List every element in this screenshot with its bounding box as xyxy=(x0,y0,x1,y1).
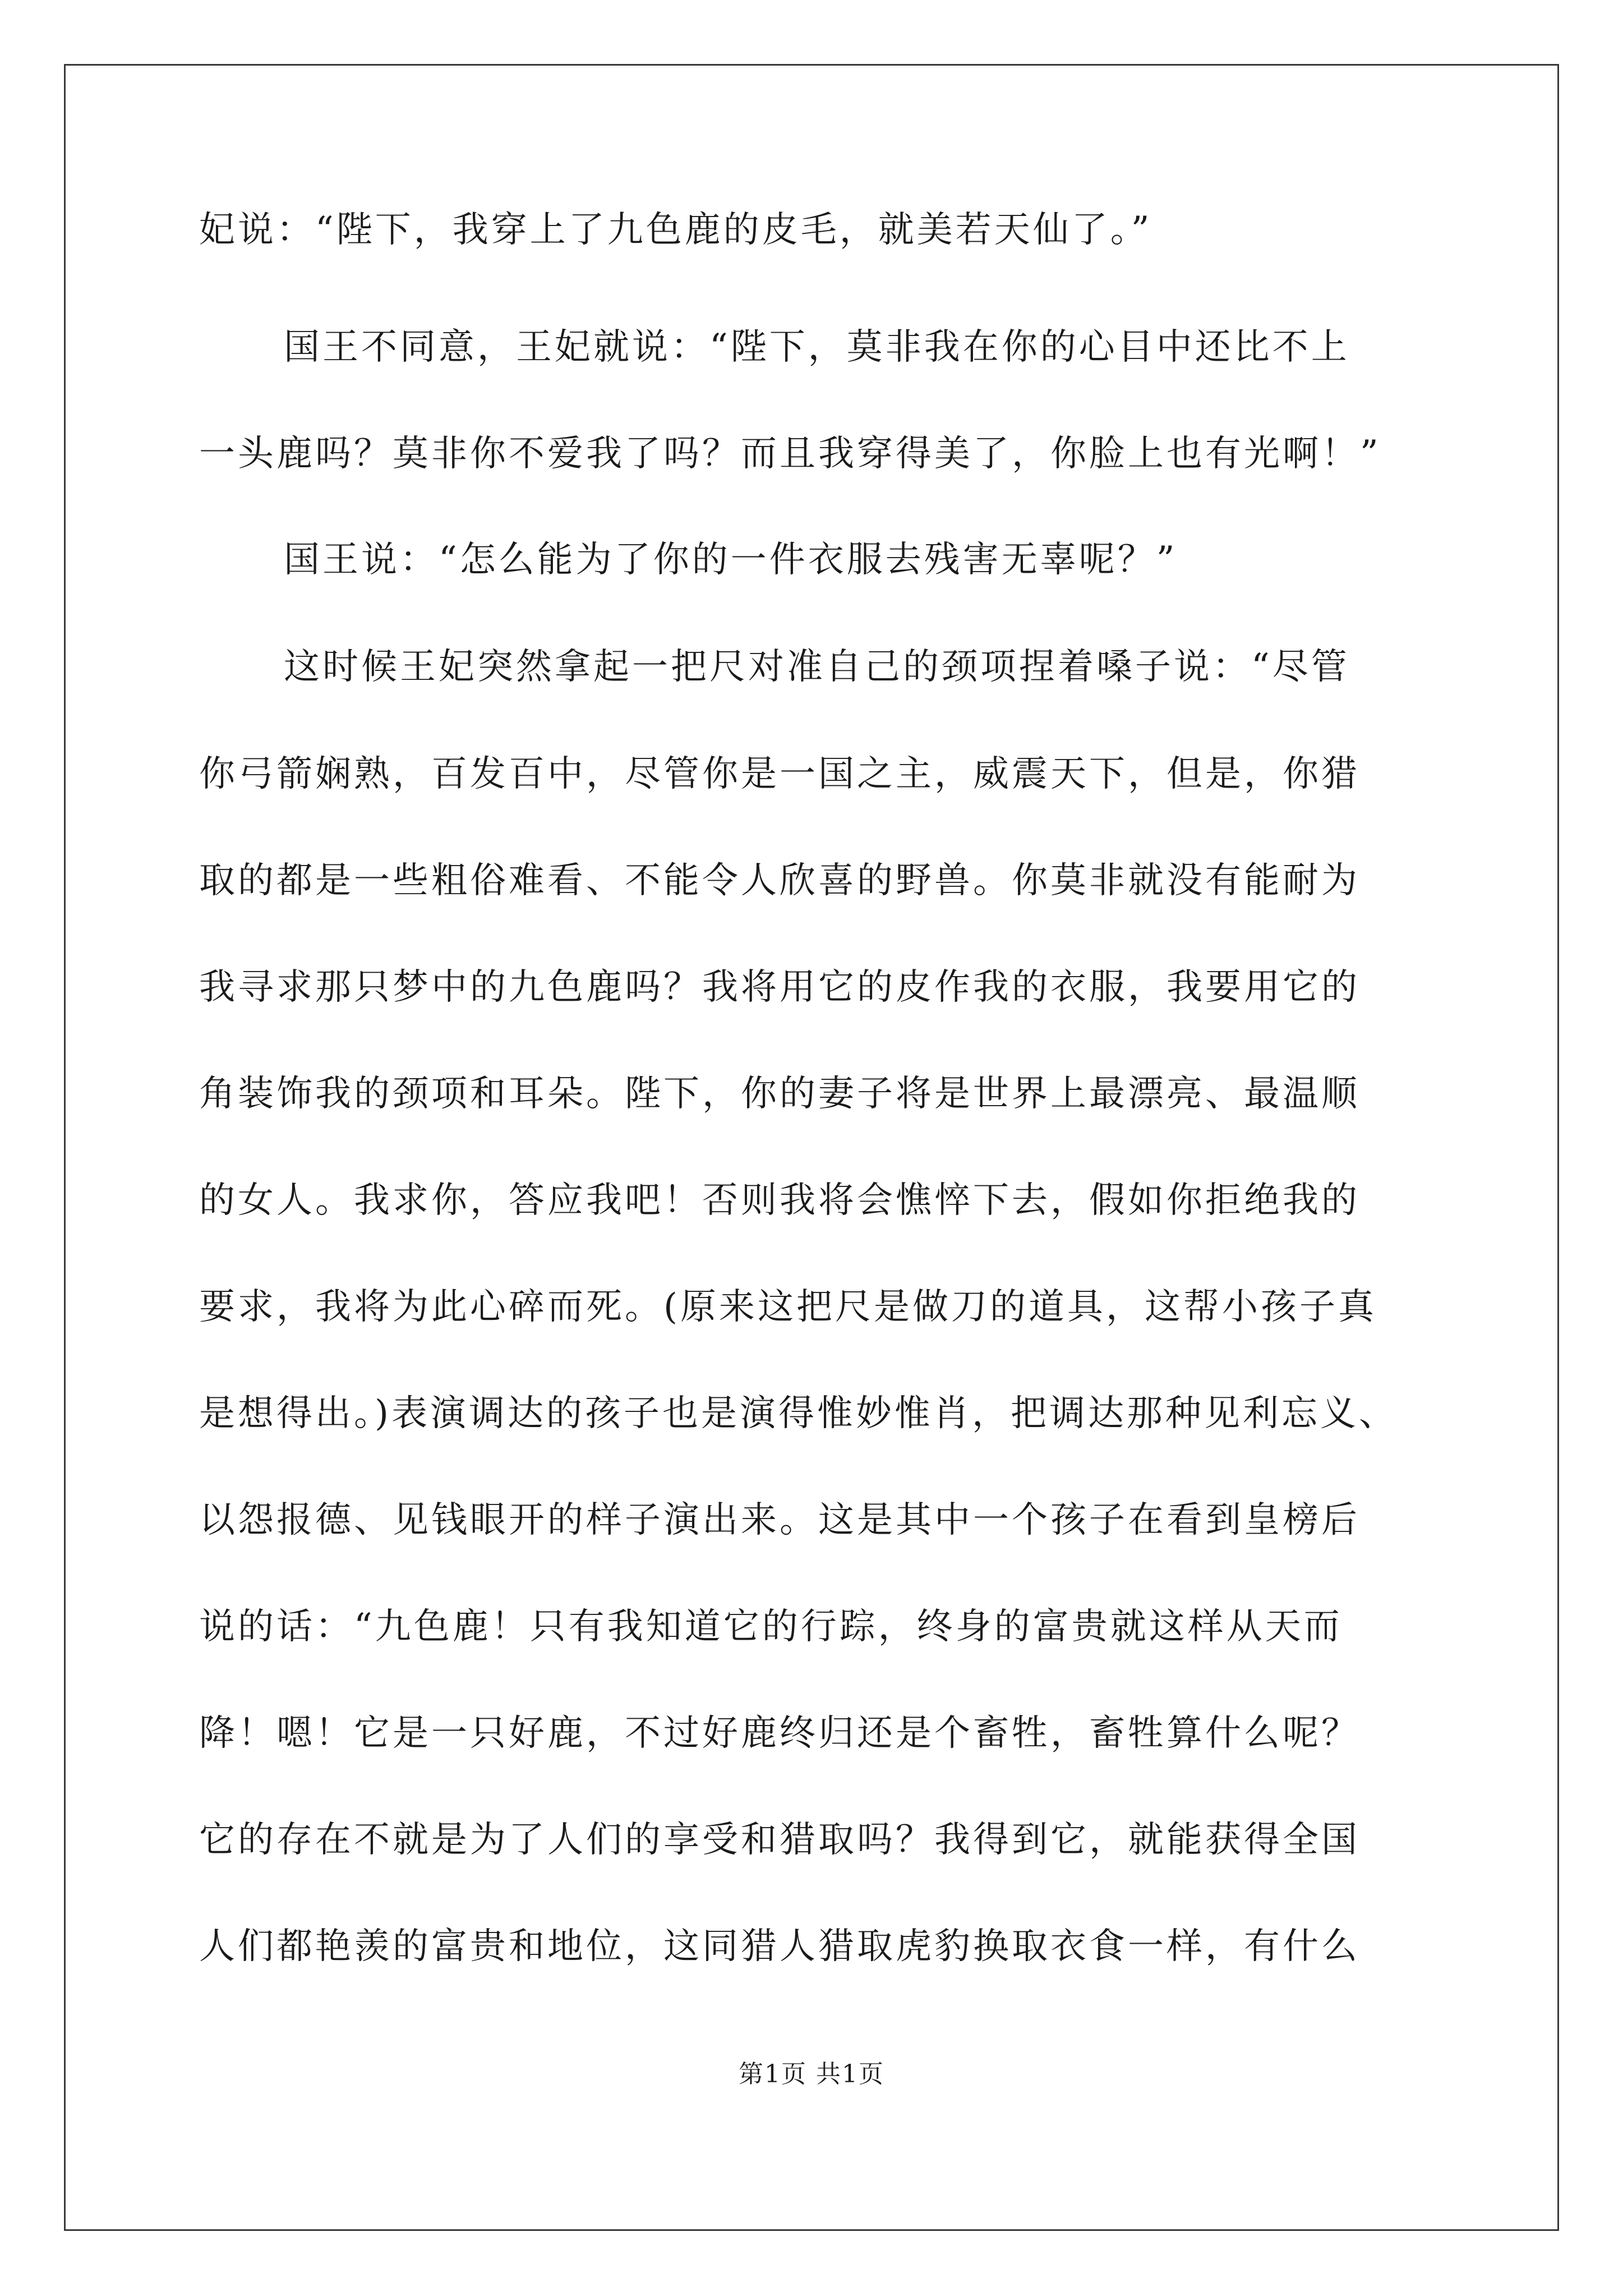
paragraph-line: 妃说：“陛下，我穿上了九色鹿的皮毛，就美若天仙了。” xyxy=(199,209,1152,251)
paragraph-line: 这时候王妃突然拿起一把尺对准自己的颈项捏着嗓子说：“尽管 xyxy=(284,646,1350,688)
page-number-footer: 第1页 共1页 xyxy=(739,2060,884,2088)
paragraph-line: 要求，我将为此心碎而死。(原来这把尺是做刀的道具，这帮小孩子真 xyxy=(199,1286,1377,1328)
paragraph-line: 国王说：“怎么能为了你的一件衣服去残害无辜呢？” xyxy=(284,539,1178,581)
paragraph-line: 角装饰我的颈项和耳朵。陛下，你的妻子将是世界上最漂亮、最温顺 xyxy=(199,1073,1360,1115)
paragraph-line: 降！嗯！它是一只好鹿，不过好鹿终归还是个畜牲，畜牲算什么呢？ xyxy=(199,1713,1360,1754)
paragraph-line: 一头鹿吗？莫非你不爱我了吗？而且我穿得美了，你脸上也有光啊！” xyxy=(199,433,1381,475)
paragraph-line: 是想得出。)表演调达的孩子也是演得惟妙惟肖，把调达那种见利忘义、 xyxy=(199,1393,1398,1434)
paragraph-line: 我寻求那只梦中的九色鹿吗？我将用它的皮作我的衣服，我要用它的 xyxy=(199,967,1360,1008)
page-border xyxy=(64,64,1559,2231)
paragraph-line: 取的都是一些粗俗难看、不能令人欣喜的野兽。你莫非就没有能耐为 xyxy=(199,860,1360,901)
paragraph-line: 的女人。我求你，答应我吧！否则我将会憔悴下去，假如你拒绝我的 xyxy=(199,1180,1360,1221)
paragraph-line: 你弓箭娴熟，百发百中，尽管你是一国之主，威震天下，但是，你猎 xyxy=(199,753,1360,795)
paragraph-line: 说的话：“九色鹿！只有我知道它的行踪，终身的富贵就这样从天而 xyxy=(199,1606,1343,1648)
paragraph-line: 它的存在不就是为了人们的享受和猎取吗？我得到它，就能获得全国 xyxy=(199,1819,1360,1861)
paragraph-line: 国王不同意，王妃就说：“陛下，莫非我在你的心目中还比不上 xyxy=(284,326,1350,368)
paragraph-line: 人们都艳羡的富贵和地位，这同猎人猎取虎豹换取衣食一样，有什么 xyxy=(199,1926,1360,1967)
paragraph-line: 以怨报德、见钱眼开的样子演出来。这是其中一个孩子在看到皇榜后 xyxy=(199,1499,1360,1541)
